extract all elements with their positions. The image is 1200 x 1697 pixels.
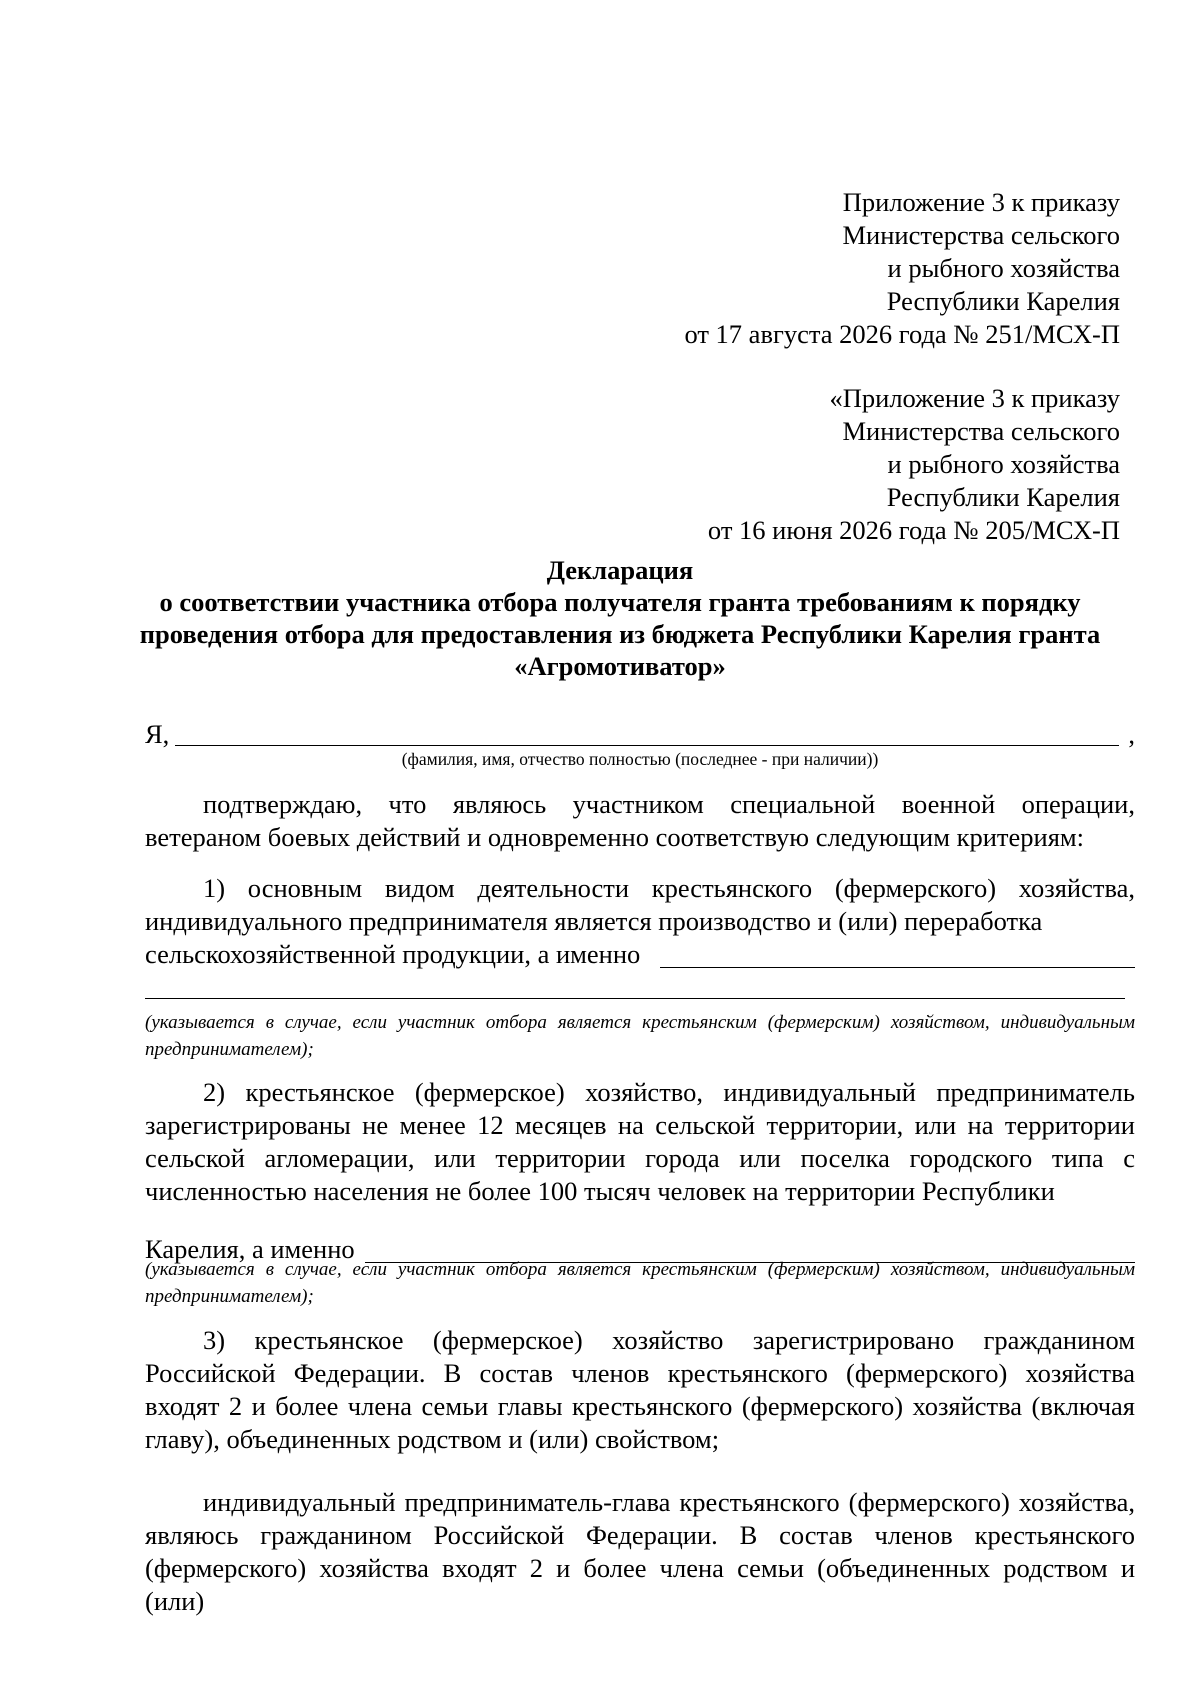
- item-1-tail-line: [145, 938, 1135, 972]
- appendix-line: Приложение 3 к приказу: [842, 187, 1120, 217]
- item-1-tail-text: сельскохозяйственной продукции, а именно: [145, 939, 641, 969]
- item-1-note: (указывается в случае, если участник отбора является крестьянским (фермерским) хозяйством, индивидуальным предпринимателем);: [145, 1012, 1135, 1060]
- appendix-line: Министерства сельского: [842, 416, 1120, 446]
- item-2-note: (указывается в случае, если участник отбора является крестьянским (фермерским) хозяйством, индивидуальным предпринимателем);: [145, 1259, 1135, 1307]
- title-heading: Декларация: [546, 555, 694, 585]
- appendix-header-previous: [560, 382, 1120, 547]
- appendix-line: от 16 июня 2026 года № 205/МСХ-П: [707, 515, 1120, 545]
- appendix-line: от 17 августа 2026 года № 251/МСХ-П: [684, 319, 1120, 349]
- appendix-line: и рыбного хозяйства: [887, 253, 1120, 283]
- intro-paragraph: подтверждаю, что являюсь участником специальной военной операции, ветераном боевых действий и одновременно соответствую следующим критериям:: [145, 789, 1135, 852]
- declarant-suffix: ,: [1128, 719, 1135, 749]
- declaration-title: [120, 554, 1120, 682]
- appendix-line: и рыбного хозяйства: [887, 449, 1120, 479]
- appendix-line: Республики Карелия: [886, 482, 1120, 512]
- declarant-name-line: [145, 718, 1135, 752]
- declarant-name-field[interactable]: [175, 745, 1119, 746]
- title-subtitle: о соответствии участника отбора получателя гранта требованиям к порядку проведения отбора для предоставления из бюджета Республики Карелия гранта «Агромотиватор»: [139, 587, 1101, 681]
- appendix-header-current: [560, 186, 1120, 351]
- appendix-line: Республики Карелия: [886, 286, 1120, 316]
- declarant-caption: (фамилия, имя, отчество полностью (последнее - при наличии)): [401, 749, 879, 769]
- item-1-extra-field[interactable]: [145, 998, 1125, 999]
- item-2-tail-text: Карелия, а именно: [145, 1234, 355, 1264]
- appendix-line: «Приложение 3 к приказу: [829, 383, 1120, 413]
- declarant-prefix: Я,: [145, 719, 170, 749]
- item-2-paragraph: 2) крестьянское (фермерское) хозяйство, индивидуальный предприниматель зарегистрированы не менее 12 месяцев на сельской территории, или на территории сельской агломерации, или территории города или поселка городского типа с численностью населения не более 100 тысяч человек на территории Республики: [145, 1077, 1135, 1206]
- item-4-paragraph: индивидуальный предприниматель-глава крестьянского (фермерского) хозяйства, являюсь гражданином Российской Федерации. В состав членов крестьянского (фермерского) хозяйства входят 2 и более члена семьи (объединенных родством и (или): [145, 1487, 1135, 1616]
- item-1-paragraph: 1) основным видом деятельности крестьянского (фермерского) хозяйства, индивидуального предпринимателя является производство и (или) переработка: [145, 873, 1135, 936]
- item-3-paragraph: 3) крестьянское (фермерское) хозяйство зарегистрировано гражданином Российской Федерации. В состав членов крестьянского (фермерского) хозяйства входят 2 и более члена семьи главы крестьянского (фермерского) хозяйства (включая главу), объединенных родством и (или) свойством;: [145, 1325, 1135, 1454]
- item-1-product-field[interactable]: [660, 967, 1135, 968]
- appendix-line: Министерства сельского: [842, 220, 1120, 250]
